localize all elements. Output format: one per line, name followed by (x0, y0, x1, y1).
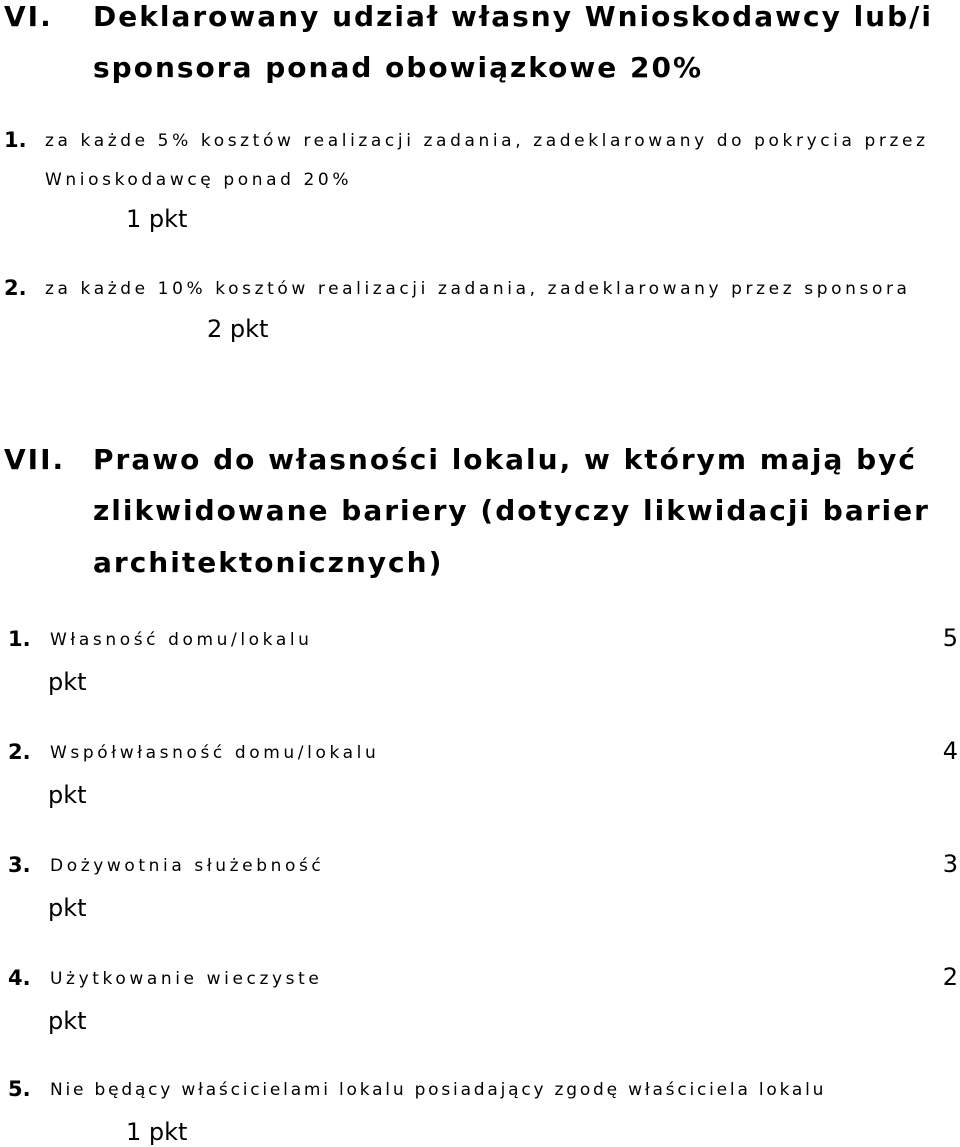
vi-item-2-number: 2. (4, 276, 27, 300)
vii-item-2-unit: pkt (48, 781, 87, 809)
vii-item-1-unit: pkt (48, 668, 87, 696)
vii-item-2-text: Współwłasność domu/lokalu (50, 743, 380, 763)
vi-item-2-text: za każde 10% kosztów realizacji zadania, zadeklarowany przez sponsora (45, 279, 911, 299)
vii-item-5-points: 1 pkt (126, 1118, 188, 1146)
vii-item-4-text: Użytkowanie wieczyste (50, 969, 323, 989)
vii-item-1-text: Własność domu/lokalu (50, 630, 313, 650)
section-vi-title-line2: sponsora ponad obowiązkowe 20% (93, 51, 704, 84)
vii-item-5-number: 5. (8, 1077, 31, 1101)
vii-item-4-number: 4. (8, 966, 31, 990)
section-vi-title-line1: Deklarowany udział własny Wnioskodawcy lub/i (93, 0, 933, 33)
vi-item-1-text-line1: za każde 5% kosztów realizacji zadania, zadeklarowany do pokrycia przez (45, 131, 929, 151)
vii-item-2-number: 2. (8, 740, 31, 764)
section-vii-title-line1: Prawo do własności lokalu, w którym mają być (93, 443, 918, 476)
vii-item-3-number: 3. (8, 853, 31, 877)
vii-item-4-value: 2 (942, 963, 958, 991)
vii-item-3-unit: pkt (48, 894, 87, 922)
section-vii-number: VII. (4, 443, 66, 476)
vii-item-3-value: 3 (942, 850, 958, 878)
vii-item-2-value: 4 (942, 737, 958, 765)
vii-item-5-text: Nie będący właścicielami lokalu posiadający zgodę właściciela lokalu (50, 1080, 827, 1100)
section-vi-number: VI. (4, 0, 53, 33)
vi-item-1-text-line2: Wnioskodawcę ponad 20% (45, 170, 353, 190)
vii-item-3-text: Dożywotnia służebność (50, 856, 325, 876)
section-vii-title-line3: architektonicznych) (93, 546, 444, 579)
vi-item-1-number: 1. (4, 128, 27, 152)
vii-item-4-unit: pkt (48, 1007, 87, 1035)
vii-item-1-value: 5 (942, 624, 958, 652)
section-vii-title-line2: zlikwidowane bariery (dotyczy likwidacji barier (93, 494, 930, 527)
vi-item-2-points: 2 pkt (207, 315, 269, 343)
vi-item-1-points: 1 pkt (126, 205, 188, 233)
vii-item-1-number: 1. (8, 627, 31, 651)
